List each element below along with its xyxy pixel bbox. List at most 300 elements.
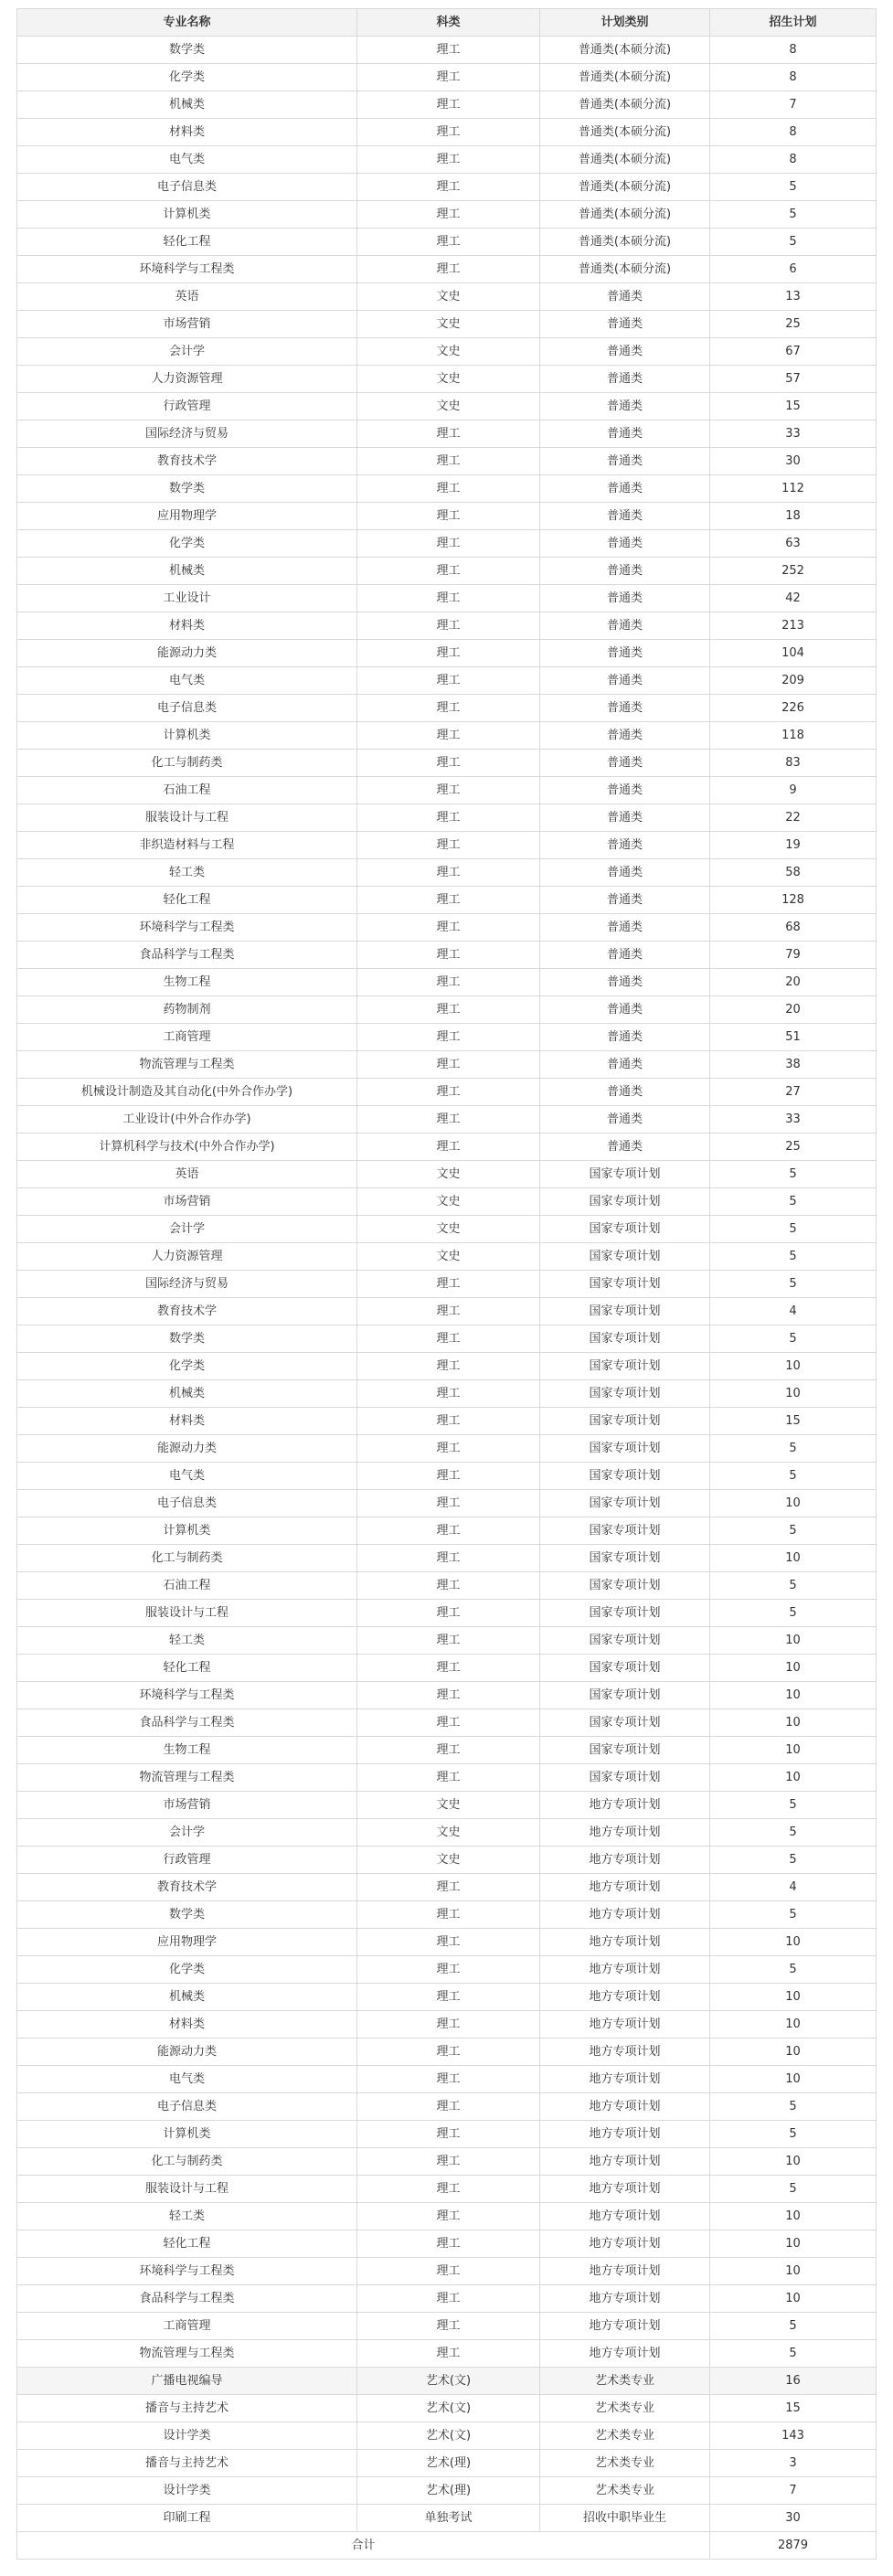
cell-subject-category: 理工 — [357, 1709, 540, 1737]
cell-plan-type: 招收中职毕业生 — [540, 2505, 710, 2532]
cell-plan-type: 国家专项计划 — [540, 1572, 710, 1600]
cell-enrollment-count: 7 — [710, 91, 877, 119]
cell-subject-category: 文史 — [357, 1847, 540, 1874]
header-enrollment-count: 招生计划 — [710, 9, 877, 37]
cell-subject-category: 理工 — [357, 229, 540, 256]
table-row — [17, 256, 877, 283]
cell-major-name: 数学类 — [17, 475, 357, 503]
table-row — [17, 2093, 877, 2121]
table-row — [17, 201, 877, 229]
table-row — [17, 996, 877, 1024]
cell-enrollment-count: 25 — [710, 1134, 877, 1161]
cell-subject-category: 理工 — [357, 37, 540, 64]
cell-subject-category: 理工 — [357, 585, 540, 612]
cell-enrollment-count: 5 — [710, 2121, 877, 2148]
cell-major-name: 化学类 — [17, 1353, 357, 1380]
cell-subject-category: 文史 — [357, 393, 540, 420]
table-row — [17, 2230, 877, 2258]
cell-plan-type: 地方专项计划 — [540, 2093, 710, 2121]
cell-major-name: 环境科学与工程类 — [17, 256, 357, 283]
table-row — [17, 969, 877, 996]
cell-enrollment-count: 20 — [710, 969, 877, 996]
cell-enrollment-count: 143 — [710, 2422, 877, 2450]
cell-major-name: 教育技术学 — [17, 1874, 357, 1901]
cell-plan-type: 普通类 — [540, 448, 710, 475]
cell-enrollment-count: 38 — [710, 1051, 877, 1079]
cell-major-name: 印刷工程 — [17, 2505, 357, 2532]
table-row — [17, 229, 877, 256]
cell-major-name: 工业设计 — [17, 585, 357, 612]
cell-major-name: 设计学类 — [17, 2477, 357, 2505]
cell-enrollment-count: 5 — [710, 1792, 877, 1819]
cell-plan-type: 普通类(本硕分流) — [540, 37, 710, 64]
cell-plan-type: 普通类(本硕分流) — [540, 146, 710, 174]
cell-major-name: 计算机类 — [17, 2121, 357, 2148]
cell-plan-type: 地方专项计划 — [540, 2066, 710, 2093]
cell-subject-category: 理工 — [357, 2258, 540, 2285]
table-row — [17, 2477, 877, 2505]
header-subject-category: 科类 — [357, 9, 540, 37]
table-row — [17, 146, 877, 174]
cell-subject-category: 理工 — [357, 942, 540, 969]
table-row — [17, 1271, 877, 1298]
table-row — [17, 1655, 877, 1682]
cell-plan-type: 国家专项计划 — [540, 1408, 710, 1435]
cell-subject-category: 理工 — [357, 2230, 540, 2258]
table-header-row — [17, 9, 877, 37]
cell-enrollment-count: 10 — [710, 2285, 877, 2313]
cell-enrollment-count: 5 — [710, 174, 877, 201]
cell-plan-type: 国家专项计划 — [540, 1188, 710, 1216]
table-row — [17, 804, 877, 832]
cell-enrollment-count: 27 — [710, 1079, 877, 1106]
table-row — [17, 2422, 877, 2450]
cell-plan-type: 普通类 — [540, 503, 710, 530]
cell-plan-type: 国家专项计划 — [540, 1737, 710, 1764]
cell-major-name: 设计学类 — [17, 2422, 357, 2450]
cell-major-name: 化学类 — [17, 530, 357, 558]
cell-subject-category: 理工 — [357, 1655, 540, 1682]
cell-plan-type: 国家专项计划 — [540, 1764, 710, 1792]
cell-plan-type: 国家专项计划 — [540, 1655, 710, 1682]
cell-plan-type: 普通类 — [540, 585, 710, 612]
table-row — [17, 1463, 877, 1490]
cell-plan-type: 国家专项计划 — [540, 1463, 710, 1490]
cell-major-name: 应用物理学 — [17, 1929, 357, 1956]
cell-major-name: 广播电视编导 — [17, 2368, 357, 2395]
cell-plan-type: 地方专项计划 — [540, 1901, 710, 1929]
table-row — [17, 1051, 877, 1079]
cell-major-name: 材料类 — [17, 119, 357, 146]
cell-subject-category: 理工 — [357, 2148, 540, 2176]
cell-enrollment-count: 209 — [710, 667, 877, 695]
cell-subject-category: 理工 — [357, 1271, 540, 1298]
table-row — [17, 366, 877, 393]
cell-enrollment-count: 33 — [710, 1106, 877, 1134]
cell-enrollment-count: 63 — [710, 530, 877, 558]
cell-enrollment-count: 10 — [710, 2203, 877, 2230]
cell-plan-type: 地方专项计划 — [540, 2258, 710, 2285]
cell-plan-type: 普通类 — [540, 887, 710, 914]
cell-subject-category: 艺术(文) — [357, 2395, 540, 2422]
cell-plan-type: 普通类 — [540, 996, 710, 1024]
table-row — [17, 338, 877, 366]
cell-plan-type: 普通类 — [540, 1106, 710, 1134]
cell-enrollment-count: 213 — [710, 612, 877, 640]
cell-subject-category: 理工 — [357, 1408, 540, 1435]
cell-enrollment-count: 10 — [710, 1627, 877, 1655]
table-row — [17, 640, 877, 667]
cell-plan-type: 地方专项计划 — [540, 2148, 710, 2176]
cell-subject-category: 理工 — [357, 1517, 540, 1545]
cell-enrollment-count: 5 — [710, 1517, 877, 1545]
cell-major-name: 教育技术学 — [17, 1298, 357, 1325]
cell-subject-category: 理工 — [357, 420, 540, 448]
cell-major-name: 食品科学与工程类 — [17, 1709, 357, 1737]
cell-plan-type: 地方专项计划 — [540, 2121, 710, 2148]
header-major-name: 专业名称 — [17, 9, 357, 37]
cell-major-name: 电子信息类 — [17, 174, 357, 201]
cell-subject-category: 理工 — [357, 887, 540, 914]
cell-major-name: 非织造材料与工程 — [17, 832, 357, 859]
cell-major-name: 市场营销 — [17, 1188, 357, 1216]
cell-major-name: 材料类 — [17, 2011, 357, 2038]
cell-subject-category: 理工 — [357, 174, 540, 201]
cell-plan-type: 普通类 — [540, 530, 710, 558]
cell-major-name: 化学类 — [17, 64, 357, 91]
cell-enrollment-count: 25 — [710, 311, 877, 338]
cell-major-name: 机械类 — [17, 91, 357, 119]
cell-major-name: 会计学 — [17, 338, 357, 366]
cell-enrollment-count: 10 — [710, 2230, 877, 2258]
cell-plan-type: 普通类 — [540, 695, 710, 722]
cell-plan-type: 普通类 — [540, 612, 710, 640]
cell-enrollment-count: 79 — [710, 942, 877, 969]
cell-subject-category: 文史 — [357, 311, 540, 338]
table-row — [17, 1517, 877, 1545]
cell-major-name: 能源动力类 — [17, 2038, 357, 2066]
cell-major-name: 化学类 — [17, 1956, 357, 1984]
cell-subject-category: 理工 — [357, 448, 540, 475]
cell-major-name: 轻工类 — [17, 859, 357, 887]
table-row — [17, 174, 877, 201]
cell-enrollment-count: 5 — [710, 1463, 877, 1490]
cell-enrollment-count: 10 — [710, 1737, 877, 1764]
cell-enrollment-count: 5 — [710, 2313, 877, 2340]
cell-plan-type: 普通类 — [540, 393, 710, 420]
table-row — [17, 1709, 877, 1737]
cell-enrollment-count: 10 — [710, 1353, 877, 1380]
cell-enrollment-count: 10 — [710, 1380, 877, 1408]
cell-enrollment-count: 4 — [710, 1298, 877, 1325]
cell-subject-category: 理工 — [357, 2313, 540, 2340]
cell-major-name: 石油工程 — [17, 1572, 357, 1600]
cell-plan-type: 普通类 — [540, 475, 710, 503]
cell-major-name: 能源动力类 — [17, 1435, 357, 1463]
table-row — [17, 1819, 877, 1847]
cell-plan-type: 国家专项计划 — [540, 1271, 710, 1298]
cell-enrollment-count: 5 — [710, 1271, 877, 1298]
cell-plan-type: 国家专项计划 — [540, 1380, 710, 1408]
cell-major-name: 市场营销 — [17, 311, 357, 338]
cell-plan-type: 地方专项计划 — [540, 2038, 710, 2066]
table-row — [17, 283, 877, 311]
cell-subject-category: 文史 — [357, 1243, 540, 1271]
table-row — [17, 750, 877, 777]
table-row — [17, 585, 877, 612]
cell-subject-category: 文史 — [357, 366, 540, 393]
cell-enrollment-count: 10 — [710, 2258, 877, 2285]
table-row — [17, 1956, 877, 1984]
cell-subject-category: 理工 — [357, 969, 540, 996]
cell-enrollment-count: 8 — [710, 64, 877, 91]
cell-major-name: 机械设计制造及其自动化(中外合作办学) — [17, 1079, 357, 1106]
cell-enrollment-count: 83 — [710, 750, 877, 777]
table-row — [17, 1682, 877, 1709]
table-row — [17, 91, 877, 119]
cell-subject-category: 艺术(文) — [357, 2422, 540, 2450]
cell-major-name: 轻化工程 — [17, 2230, 357, 2258]
cell-major-name: 市场营销 — [17, 1792, 357, 1819]
cell-major-name: 轻化工程 — [17, 1655, 357, 1682]
cell-plan-type: 普通类 — [540, 338, 710, 366]
cell-plan-type: 普通类 — [540, 914, 710, 942]
cell-subject-category: 理工 — [357, 695, 540, 722]
cell-plan-type: 普通类(本硕分流) — [540, 229, 710, 256]
cell-plan-type: 地方专项计划 — [540, 2230, 710, 2258]
cell-plan-type: 普通类 — [540, 942, 710, 969]
table-row — [17, 420, 877, 448]
cell-subject-category: 理工 — [357, 2203, 540, 2230]
cell-subject-category: 文史 — [357, 1188, 540, 1216]
table-row — [17, 1188, 877, 1216]
table-row — [17, 1737, 877, 1764]
table-row — [17, 119, 877, 146]
cell-subject-category: 理工 — [357, 1051, 540, 1079]
table-row — [17, 695, 877, 722]
cell-subject-category: 理工 — [357, 1134, 540, 1161]
cell-enrollment-count: 19 — [710, 832, 877, 859]
cell-enrollment-count: 5 — [710, 2176, 877, 2203]
cell-enrollment-count: 10 — [710, 2148, 877, 2176]
cell-plan-type: 地方专项计划 — [540, 2176, 710, 2203]
cell-major-name: 材料类 — [17, 612, 357, 640]
cell-subject-category: 理工 — [357, 1106, 540, 1134]
cell-subject-category: 理工 — [357, 1325, 540, 1353]
cell-plan-type: 艺术类专业 — [540, 2477, 710, 2505]
cell-plan-type: 普通类 — [540, 804, 710, 832]
cell-enrollment-count: 10 — [710, 1682, 877, 1709]
cell-subject-category: 理工 — [357, 2066, 540, 2093]
table-row — [17, 1545, 877, 1572]
cell-major-name: 轻化工程 — [17, 887, 357, 914]
cell-major-name: 药物制剂 — [17, 996, 357, 1024]
cell-subject-category: 理工 — [357, 91, 540, 119]
table-row — [17, 2011, 877, 2038]
cell-subject-category: 理工 — [357, 804, 540, 832]
cell-plan-type: 普通类(本硕分流) — [540, 119, 710, 146]
cell-plan-type: 普通类 — [540, 750, 710, 777]
table-row — [17, 1325, 877, 1353]
cell-enrollment-count: 68 — [710, 914, 877, 942]
cell-enrollment-count: 4 — [710, 1874, 877, 1901]
cell-subject-category: 理工 — [357, 914, 540, 942]
cell-enrollment-count: 15 — [710, 1408, 877, 1435]
cell-subject-category: 理工 — [357, 1929, 540, 1956]
cell-subject-category: 理工 — [357, 64, 540, 91]
table-row — [17, 942, 877, 969]
cell-plan-type: 普通类 — [540, 366, 710, 393]
cell-subject-category: 理工 — [357, 2093, 540, 2121]
cell-plan-type: 普通类 — [540, 777, 710, 804]
cell-plan-type: 国家专项计划 — [540, 1161, 710, 1188]
cell-enrollment-count: 5 — [710, 1243, 877, 1271]
cell-major-name: 电子信息类 — [17, 695, 357, 722]
cell-major-name: 英语 — [17, 1161, 357, 1188]
cell-subject-category: 文史 — [357, 338, 540, 366]
cell-major-name: 教育技术学 — [17, 448, 357, 475]
cell-enrollment-count: 128 — [710, 887, 877, 914]
cell-major-name: 行政管理 — [17, 393, 357, 420]
cell-subject-category: 理工 — [357, 1079, 540, 1106]
table-row — [17, 1298, 877, 1325]
table-row — [17, 393, 877, 420]
table-row — [17, 2258, 877, 2285]
cell-major-name: 工业设计(中外合作办学) — [17, 1106, 357, 1134]
cell-enrollment-count: 42 — [710, 585, 877, 612]
enrollment-plan-table — [16, 8, 877, 2560]
cell-subject-category: 理工 — [357, 1764, 540, 1792]
cell-plan-type: 地方专项计划 — [540, 2203, 710, 2230]
cell-enrollment-count: 10 — [710, 2066, 877, 2093]
cell-major-name: 能源动力类 — [17, 640, 357, 667]
total-row — [17, 2532, 877, 2560]
cell-subject-category: 艺术(理) — [357, 2477, 540, 2505]
cell-plan-type: 地方专项计划 — [540, 1874, 710, 1901]
cell-major-name: 国际经济与贸易 — [17, 1271, 357, 1298]
cell-plan-type: 普通类 — [540, 1134, 710, 1161]
cell-enrollment-count: 5 — [710, 1216, 877, 1243]
cell-enrollment-count: 30 — [710, 448, 877, 475]
table-row — [17, 2395, 877, 2422]
cell-major-name: 物流管理与工程类 — [17, 2340, 357, 2368]
cell-plan-type: 国家专项计划 — [540, 1545, 710, 1572]
cell-enrollment-count: 8 — [710, 37, 877, 64]
cell-plan-type: 地方专项计划 — [540, 1984, 710, 2011]
cell-subject-category: 理工 — [357, 1353, 540, 1380]
cell-plan-type: 普通类 — [540, 722, 710, 750]
cell-plan-type: 地方专项计划 — [540, 1819, 710, 1847]
table-row — [17, 777, 877, 804]
cell-major-name: 计算机科学与技术(中外合作办学) — [17, 1134, 357, 1161]
cell-enrollment-count: 22 — [710, 804, 877, 832]
cell-enrollment-count: 118 — [710, 722, 877, 750]
table-row — [17, 722, 877, 750]
cell-enrollment-count: 33 — [710, 420, 877, 448]
cell-major-name: 电气类 — [17, 146, 357, 174]
cell-subject-category: 理工 — [357, 777, 540, 804]
table-row — [17, 1161, 877, 1188]
cell-plan-type: 普通类 — [540, 558, 710, 585]
cell-enrollment-count: 5 — [710, 1435, 877, 1463]
table-body — [17, 37, 877, 2532]
cell-enrollment-count: 10 — [710, 1709, 877, 1737]
cell-enrollment-count: 16 — [710, 2368, 877, 2395]
cell-enrollment-count: 58 — [710, 859, 877, 887]
cell-plan-type: 普通类 — [540, 1024, 710, 1051]
cell-enrollment-count: 6 — [710, 256, 877, 283]
cell-plan-type: 地方专项计划 — [540, 2011, 710, 2038]
table-row — [17, 475, 877, 503]
table-row — [17, 1079, 877, 1106]
cell-subject-category: 理工 — [357, 1024, 540, 1051]
table-row — [17, 1353, 877, 1380]
cell-enrollment-count: 8 — [710, 146, 877, 174]
cell-subject-category: 理工 — [357, 1901, 540, 1929]
cell-subject-category: 理工 — [357, 722, 540, 750]
cell-enrollment-count: 10 — [710, 1929, 877, 1956]
cell-plan-type: 国家专项计划 — [540, 1600, 710, 1627]
cell-major-name: 计算机类 — [17, 201, 357, 229]
cell-enrollment-count: 5 — [710, 1572, 877, 1600]
cell-major-name: 食品科学与工程类 — [17, 942, 357, 969]
table-row — [17, 558, 877, 585]
cell-enrollment-count: 15 — [710, 393, 877, 420]
table-row — [17, 832, 877, 859]
cell-major-name: 电气类 — [17, 2066, 357, 2093]
cell-enrollment-count: 10 — [710, 1545, 877, 1572]
table-row — [17, 1847, 877, 1874]
cell-major-name: 播音与主持艺术 — [17, 2395, 357, 2422]
cell-enrollment-count: 5 — [710, 201, 877, 229]
cell-enrollment-count: 7 — [710, 2477, 877, 2505]
table-row — [17, 1106, 877, 1134]
cell-plan-type: 地方专项计划 — [540, 1956, 710, 1984]
table-row — [17, 1243, 877, 1271]
cell-enrollment-count: 5 — [710, 1901, 877, 1929]
cell-plan-type: 国家专项计划 — [540, 1517, 710, 1545]
cell-plan-type: 艺术类专业 — [540, 2450, 710, 2477]
cell-enrollment-count: 67 — [710, 338, 877, 366]
table-row — [17, 1408, 877, 1435]
cell-plan-type: 普通类 — [540, 667, 710, 695]
cell-subject-category: 理工 — [357, 256, 540, 283]
table-row — [17, 1572, 877, 1600]
cell-major-name: 会计学 — [17, 1216, 357, 1243]
cell-subject-category: 艺术(理) — [357, 2450, 540, 2477]
header-plan-type: 计划类别 — [540, 9, 710, 37]
cell-major-name: 电气类 — [17, 667, 357, 695]
table-row — [17, 1216, 877, 1243]
table-row — [17, 1435, 877, 1463]
cell-plan-type: 普通类 — [540, 1051, 710, 1079]
cell-major-name: 播音与主持艺术 — [17, 2450, 357, 2477]
table-row — [17, 2203, 877, 2230]
table-row — [17, 1024, 877, 1051]
cell-major-name: 环境科学与工程类 — [17, 1682, 357, 1709]
cell-major-name: 数学类 — [17, 37, 357, 64]
cell-major-name: 数学类 — [17, 1901, 357, 1929]
cell-plan-type: 国家专项计划 — [540, 1627, 710, 1655]
cell-plan-type: 普通类 — [540, 859, 710, 887]
table-row — [17, 1490, 877, 1517]
table-row — [17, 1627, 877, 1655]
cell-subject-category: 理工 — [357, 1737, 540, 1764]
cell-subject-category: 理工 — [357, 1874, 540, 1901]
cell-major-name: 会计学 — [17, 1819, 357, 1847]
cell-major-name: 电子信息类 — [17, 2093, 357, 2121]
cell-major-name: 服装设计与工程 — [17, 1600, 357, 1627]
